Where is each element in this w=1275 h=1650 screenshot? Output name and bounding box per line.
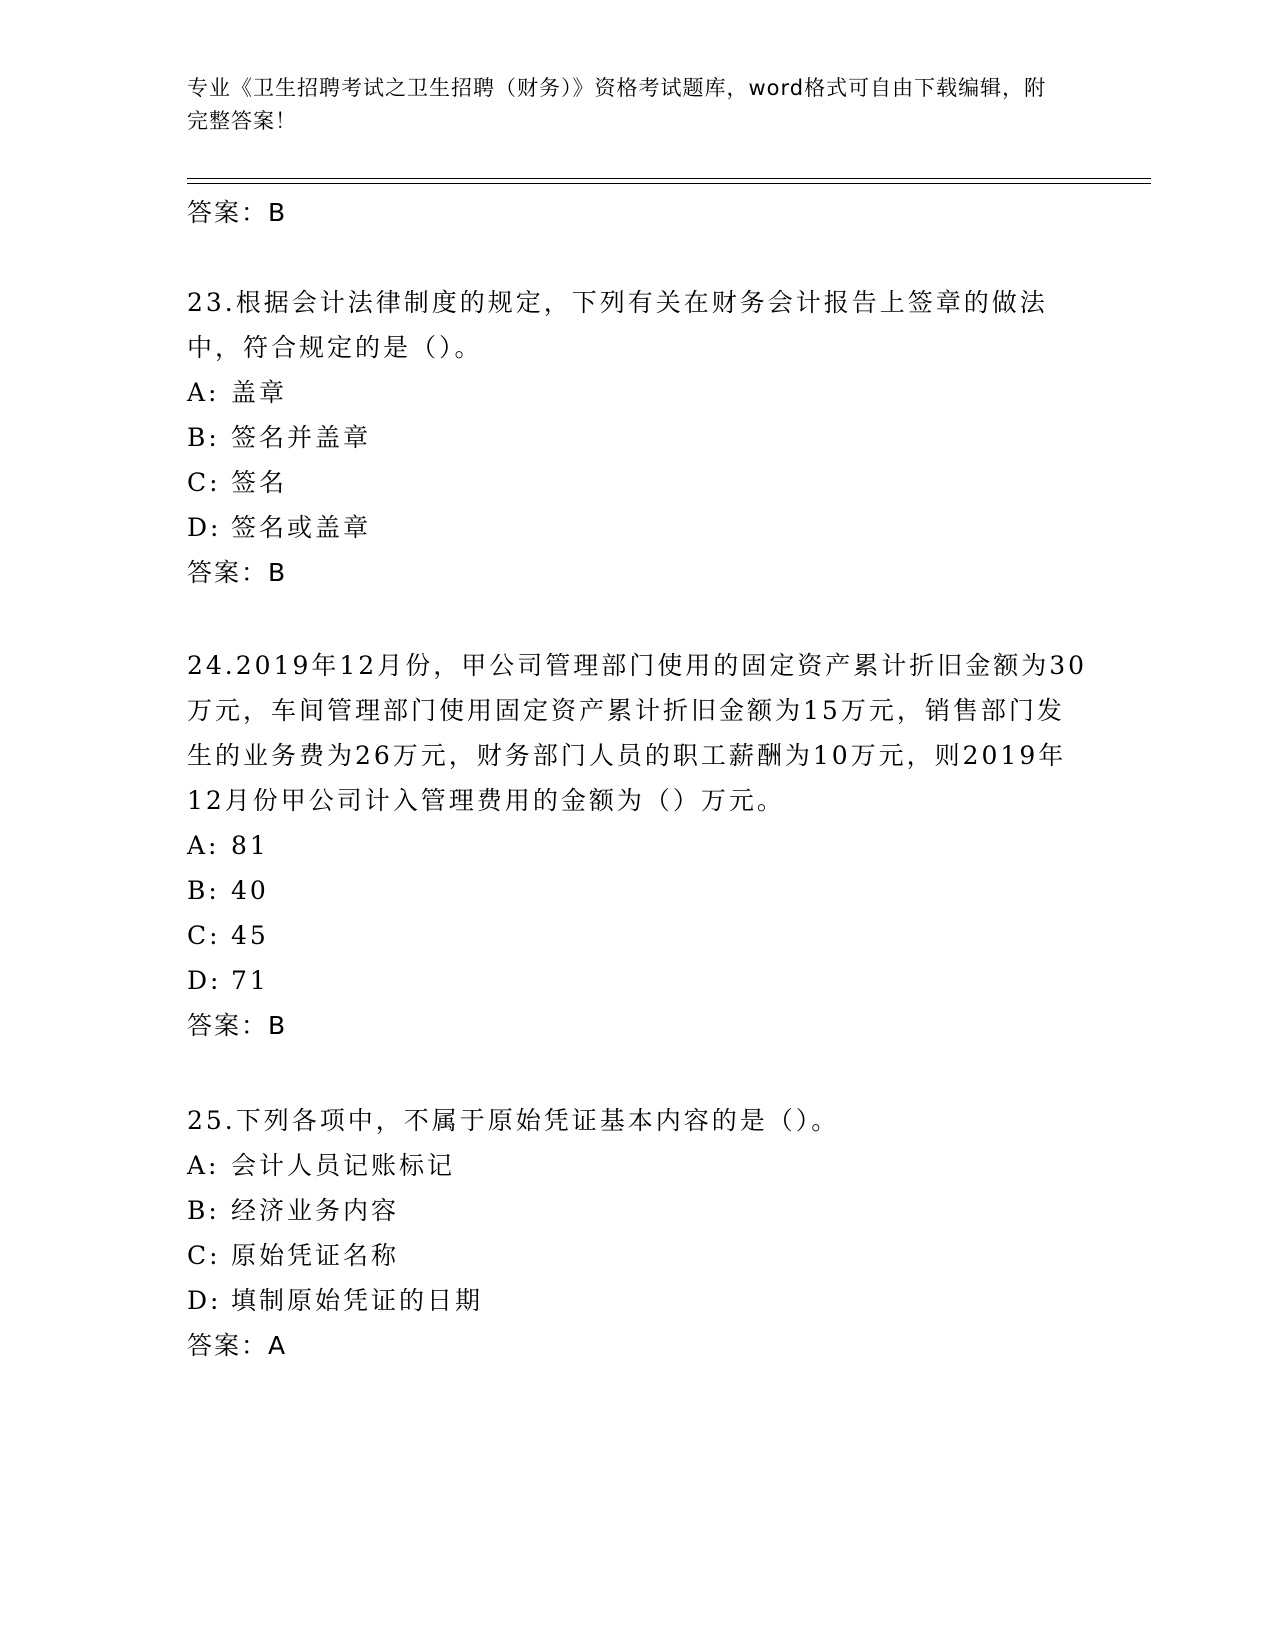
option-text: 会计人员记账标记 xyxy=(231,1151,456,1180)
option-label: D: xyxy=(187,966,222,995)
answer: 答案：B xyxy=(187,558,288,587)
option-c xyxy=(187,1233,1087,1278)
option-c xyxy=(187,913,1087,958)
option-d xyxy=(187,505,1087,550)
question-stem: 25.下列各项中，不属于原始凭证基本内容的是（）。 xyxy=(187,1106,840,1135)
option-label: D: xyxy=(187,1286,222,1315)
answer: 答案：B xyxy=(187,1011,288,1040)
option-d xyxy=(187,1278,1087,1323)
page-header: 专业《卫生招聘考试之卫生招聘（财务）》资格考试题库，word格式可自由下载编辑，附完整答案！ xyxy=(187,76,1047,133)
header-rule-top xyxy=(187,178,1151,179)
header-rule-bottom xyxy=(187,183,1151,184)
option-label: C: xyxy=(187,921,221,950)
option-b xyxy=(187,1188,1087,1233)
option-label: A: xyxy=(187,1151,220,1180)
option-text: 签名并盖章 xyxy=(231,423,372,452)
option-label: B: xyxy=(187,876,220,905)
question-stem: 23.根据会计法律制度的规定，下列有关在财务会计报告上签章的做法中，符合规定的是（）。 xyxy=(187,288,1048,362)
option-b xyxy=(187,415,1087,460)
question-23 xyxy=(187,280,1087,595)
option-label: C: xyxy=(187,468,221,497)
option-label: B: xyxy=(187,1196,220,1225)
option-text: 40 xyxy=(231,876,269,905)
option-text: 经济业务内容 xyxy=(231,1196,400,1225)
answer: 答案：A xyxy=(187,1331,288,1360)
question-24 xyxy=(187,643,1087,1048)
option-label: B: xyxy=(187,423,220,452)
option-text: 81 xyxy=(231,831,269,860)
previous-answer: 答案：B xyxy=(187,198,288,227)
option-text: 原始凭证名称 xyxy=(231,1241,400,1270)
question-25 xyxy=(187,1098,1087,1368)
option-label: C: xyxy=(187,1241,221,1270)
option-d xyxy=(187,958,1087,1003)
option-text: 盖章 xyxy=(231,378,288,407)
option-a xyxy=(187,823,1087,868)
option-a xyxy=(187,1143,1087,1188)
option-c xyxy=(187,460,1087,505)
option-text: 填制原始凭证的日期 xyxy=(231,1286,484,1315)
option-text: 签名或盖章 xyxy=(231,513,372,542)
option-label: A: xyxy=(187,378,220,407)
option-label: A: xyxy=(187,831,220,860)
option-text: 签名 xyxy=(231,468,288,497)
option-b xyxy=(187,868,1087,913)
option-text: 71 xyxy=(231,966,269,995)
option-label: D: xyxy=(187,513,222,542)
option-a xyxy=(187,370,1087,415)
option-text: 45 xyxy=(231,921,269,950)
question-stem: 24.2019年12月份，甲公司管理部门使用的固定资产累计折旧金额为30万元，车间管理部门使用固定资产累计折旧金额为15万元，销售部门发生的业务费为26万元，财务部门人员的职工薪酬为10万元，则2019年12月份甲公司计入管理费用的金额为（）万元。 xyxy=(187,651,1088,815)
